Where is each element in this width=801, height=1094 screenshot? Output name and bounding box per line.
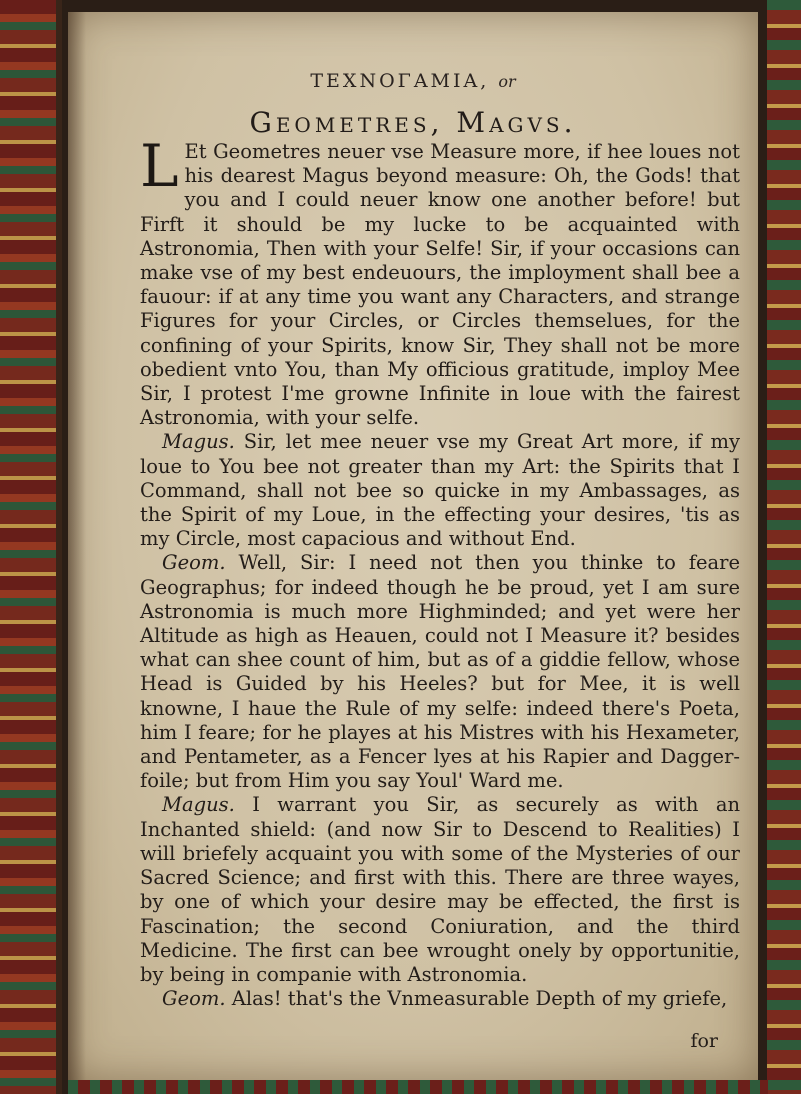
paragraph-1: [140, 132, 740, 430]
paragraph-4: [140, 793, 740, 987]
paragraph-text: Alas! that's the Vnmeasurable Depth of my griefe,: [231, 987, 728, 1011]
body-text: [140, 132, 741, 1011]
paragraph-3: [140, 551, 740, 793]
paragraph-text: Et Geometres neuer vse Measure more, if hee loues not his dearest Magus beyond measure: Oh, the Gods! that you and I could neuer know one another before! but Firft it should be my lucke to be acquainted with Astronomia, Then with your Selfe! Sir, if your occasions can make vse of my best endeuours, the imployment shall bee a fauour: if at any time you want any Characters, and strange Figures for your Circles, or Circles themselues, for the confining of your Spirits, know Sir, They shall not be more obedient vnto You, than My officious gratitude, imploy Mee Sir, I protest I'me growne Infinite in loue with the fairest Astronomia, with your selfe.: [140, 140, 740, 430]
bottom-decorative-strip: [68, 1080, 768, 1094]
left-decorative-border: [0, 0, 62, 1094]
paragraph-5: [140, 987, 740, 1011]
paragraph-text: Well, Sir: I need not then you thinke to feare Geographus; for indeed though he be proud, yet I am sure Astronomia is much more Highminded; and yet were her Altitude as high as Heauen, could not I Measure it? besides what can shee count of him, but as of a giddie fellow, whose Head is Guided by his Heeles? but for Mee, it is well knowne, I haue the Rule of my selfe: indeed there's Poeta, him I feare; for he playes at his Mistres with his Hexameter, and Pentameter, as a Fencer lyes at his Rapier and Dagger-foile; but from Him you say Youl' Ward me.: [140, 551, 740, 793]
running-head-suffix: or: [498, 72, 516, 91]
paragraph-text: Sir, let mee neuer vse my Great Art more, if my loue to You bee not greater than my Art: the Spirits that I Command, shall not bee so quicke in my Ambassages, as the Spirit of my Loue, in the effecting your desires, 'tis as my Circle, most capacious and without End.: [140, 430, 741, 551]
running-head: [68, 70, 758, 92]
page-title: Geometres, Magvs.: [249, 106, 577, 139]
gutter-shadow: [68, 12, 86, 1080]
speaker-label: Geom.: [162, 551, 226, 575]
right-decorative-border: [767, 0, 801, 1094]
paragraph-text: I warrant you Sir, as securely as with an Inchanted shield: (and now Sir to Descend to Realities) I will briefely acquaint you with some of the Mysteries of our Sacred Science; and first with this. There are three wayes, by one of which your desire may be effected, the first is Fascination; the second Coniuration, and the third Medicine. The first can bee wrought onely by opportunitie, by being in companie with Astronomia.: [140, 793, 740, 986]
running-head-title: TEXNOΓAMIA,: [310, 70, 490, 92]
speaker-label: Magus.: [162, 430, 235, 454]
speaker-label: Geom.: [162, 987, 226, 1011]
speaker-label: Magus.: [162, 793, 235, 817]
book-page: [68, 12, 758, 1080]
catchword: for: [690, 1030, 718, 1052]
paragraph-2: [140, 430, 740, 551]
drop-cap: L: [140, 132, 179, 200]
